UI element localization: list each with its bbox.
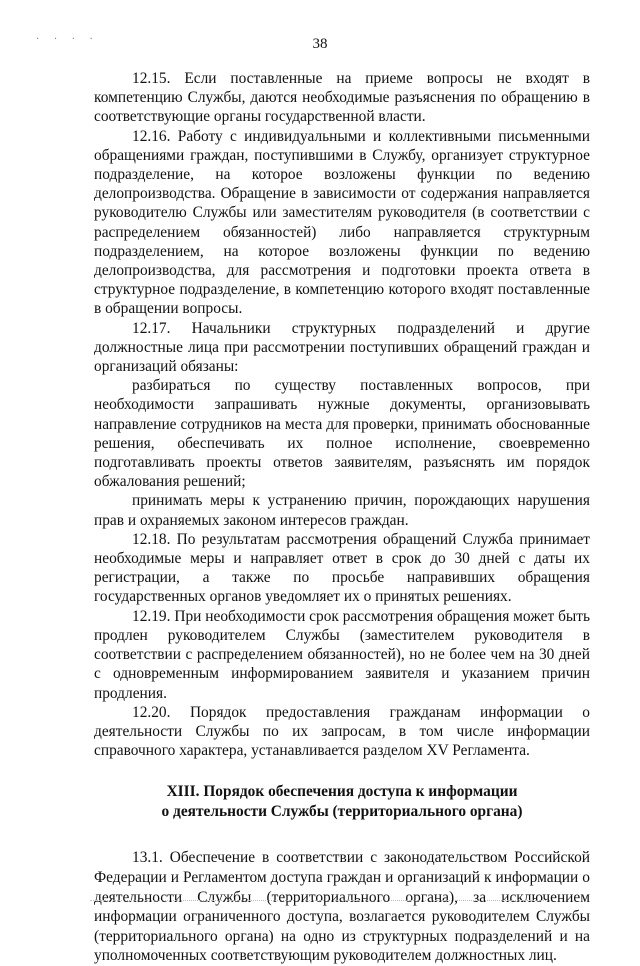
section-heading-line-2: о деятельности Службы (территориального органа) [161, 803, 523, 821]
section-heading-line-1: XIII. Порядок обеспечения доступа к информации [166, 783, 518, 801]
page-number: 38 [312, 36, 328, 52]
paragraph-12-17: 12.17. Начальники структурных подразделений и другие должностные лица при рассмотрении поступивших обращений граждан и организаций обязаны: [94, 319, 590, 376]
paragraph-12-17-item-2: принимать меры к устранению причин, порождающих нарушения прав и охраняемых законом интересов граждан. [94, 492, 590, 529]
paragraph-12-19: 12.19. При необходимости срок рассмотрения обращения может быть продлен руководителем Службы (заместителем руководителя в соответствии с распределением обязанностей), но не более чем на 30 дней с одновременным информированием заявителя и указанием причин продления. [94, 607, 590, 702]
scan-specks: · · · · [36, 34, 99, 45]
document-body [94, 69, 590, 966]
scan-bottom-edge [90, 900, 550, 903]
paragraph-12-15: 12.15. Если поставленные на приеме вопросы не входят в компетенцию Службы, даются необходимые разъяснения по обращению в соответствующие органы государственной власти. [94, 70, 590, 126]
paragraph-12-17-item-1: разбираться по существу поставленных вопросов, при необходимости запрашивать нужные документы, организовывать направление сотрудников на места для проверки, принимать обоснованные решения, обеспечивать их полное исполнение, своевременно подготавливать проекты ответов заявителям, разъяснять им порядок обжалования решений; [94, 377, 590, 491]
paragraph-13-1: 13.1. Обеспечение в соответствии с законодательством Российской Федерации и Регламентом доступа граждан и организаций к информации о деятельности Службы (территориального органа), за исключением информации ограниченного доступа, возлагается руководителем Службы (территориального органа) на одно из структурных подразделений и на уполномоченных соответствующим руководителем должностных лиц. [94, 849, 590, 965]
paragraph-12-16: 12.16. Работу с индивидуальными и коллективными письменными обращениями граждан, поступившими в Службу, организует структурное подразделение, на которое возложены функции по ведению делопроизводства. Обращение в зависимости от содержания направляется руководителю Службы или заместителям руководителя (в соответствии с распределением обязанностей) либо направляется структурным подразделением, на которое возложены функции по ведению делопроизводства, для рассмотрения и подготовки проекта ответа в структурное подразделение, в компетенцию которого входят поставленные в обращении вопросы. [94, 127, 590, 318]
paragraph-12-18: 12.18. По результатам рассмотрения обращений Служба принимает необходимые меры и направляет ответ в срок до 30 дней с даты их регистрации, а также по просьбе направивших обращения государственных органов уведомляет их о принятых решениях. [94, 530, 590, 606]
section-heading [94, 782, 590, 822]
paragraph-12-20: 12.20. Порядок предоставления гражданам информации о деятельности Службы по их запросам, в том числе информации справочного характера, устанавливается разделом XV Регламента. [94, 703, 590, 760]
